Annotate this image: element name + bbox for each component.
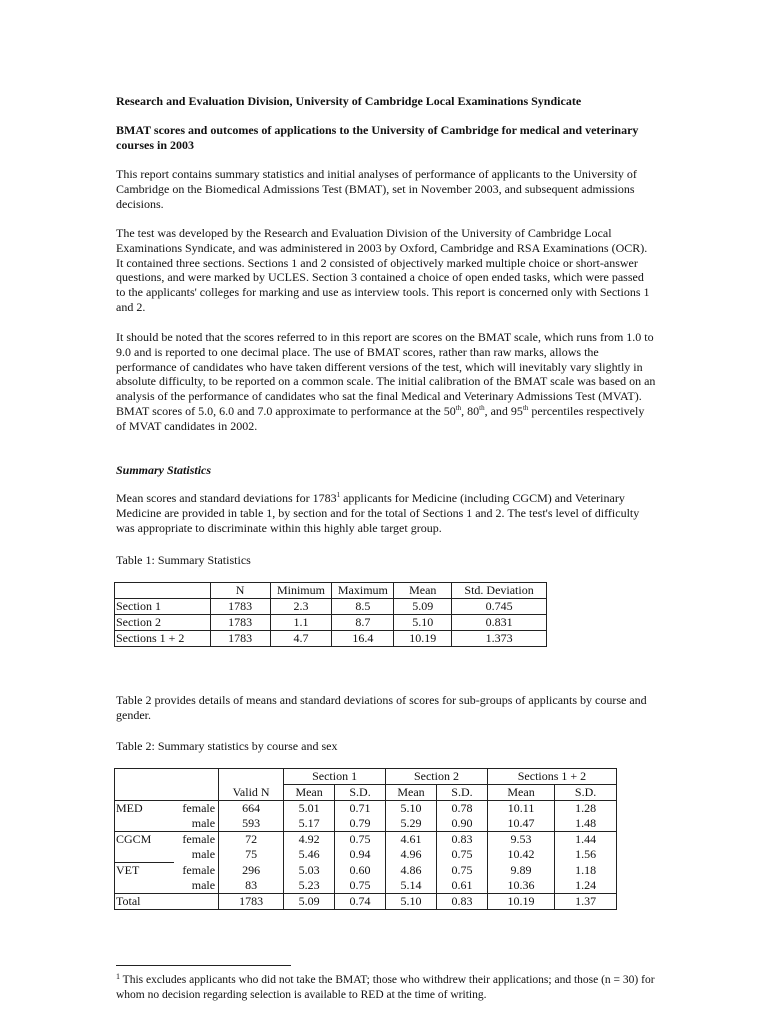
table-cell: 5.09 — [394, 599, 452, 615]
sex-label: female — [174, 801, 218, 817]
table-cell: 1.18 — [555, 863, 617, 879]
summary-paragraph: Mean scores and standard deviations for 1783$^1$ applicants for Medicine (including CGCM) and Veterinary Medicine are provided in table 1, by section and for the total of Sections 1 and 2. The test's level of difficulty was appropriate to discriminate within this highly able target group. — [116, 491, 640, 535]
table1-header-row — [115, 583, 547, 599]
division-header: Research and Evaluation Division, University of Cambridge Local Examinations Syndicate — [116, 94, 582, 108]
footnote-divider — [116, 965, 291, 966]
table1-caption: Table 1: Summary Statistics — [116, 553, 251, 567]
sex-label: male — [174, 878, 218, 894]
course-label: VET — [115, 863, 175, 879]
table-total-row — [115, 894, 617, 910]
table-row — [115, 615, 547, 631]
table-cell: 5.10 — [394, 615, 452, 631]
table-row — [115, 816, 617, 832]
table-cell: 83 — [219, 878, 284, 894]
table-cell: 9.89 — [487, 863, 554, 879]
table-cell: 4.92 — [284, 832, 335, 848]
report-title: BMAT scores and outcomes of applications to the University of Cambridge for medical and veterinary courses in 2003 — [116, 123, 639, 152]
table-cell: 4.7 — [270, 631, 332, 647]
table-cell: 0.83 — [436, 894, 487, 910]
table-cell: 0.75 — [335, 878, 386, 894]
table-cell: 5.29 — [386, 816, 437, 832]
summary-statistics-table — [114, 582, 547, 647]
table-cell: 1783 — [219, 894, 284, 910]
summary-heading: Summary Statistics — [116, 463, 212, 477]
total-label: Total — [115, 894, 175, 910]
table-cell: 1.44 — [555, 832, 617, 848]
table-cell: 10.19 — [487, 894, 554, 910]
sd-header: S.D. — [436, 785, 487, 801]
table-cell: 5.10 — [386, 894, 437, 910]
row-label: Section 2 — [115, 615, 211, 631]
table-cell: 10.36 — [487, 878, 554, 894]
intro-paragraph: This report contains summary statistics and initial analyses of performance of applicants to the University of Cambridge on the Biomedical Admissions Test (BMAT), set in November 2003, and subsequent admissions decisions. — [116, 167, 637, 211]
table-cell: 0.61 — [436, 878, 487, 894]
table-cell: 0.75 — [436, 863, 487, 879]
table-row — [115, 878, 617, 894]
table-cell: 4.61 — [386, 832, 437, 848]
row-label: Section 1 — [115, 599, 211, 615]
table-cell: 296 — [219, 863, 284, 879]
table-cell: 1.37 — [555, 894, 617, 910]
table-cell: 8.7 — [332, 615, 394, 631]
table-cell: 1783 — [210, 631, 270, 647]
table-cell: 10.11 — [487, 801, 554, 817]
table-cell: 75 — [219, 847, 284, 863]
table-cell: 0.831 — [452, 615, 547, 631]
table-cell: 0.60 — [335, 863, 386, 879]
table-cell: 1.56 — [555, 847, 617, 863]
table-cell: 4.96 — [386, 847, 437, 863]
table-row — [115, 863, 617, 879]
mean-header: Mean — [386, 785, 437, 801]
table-cell: 8.5 — [332, 599, 394, 615]
table2-intro-paragraph: Table 2 provides details of means and standard deviations of scores for sub-groups of applicants by course and gender. — [116, 693, 647, 722]
table1-header-cell: N — [210, 583, 270, 599]
course-label — [115, 847, 175, 863]
table-cell: 9.53 — [487, 832, 554, 848]
table1-header-cell — [115, 583, 211, 599]
table-cell: 5.10 — [386, 801, 437, 817]
table-cell: 0.83 — [436, 832, 487, 848]
table-cell: 1.373 — [452, 631, 547, 647]
table-cell: 1.1 — [270, 615, 332, 631]
table-cell: 1783 — [210, 599, 270, 615]
row-label: Sections 1 + 2 — [115, 631, 211, 647]
table-cell: 1783 — [210, 615, 270, 631]
valid-n-header: Valid N — [219, 785, 284, 801]
table-row — [115, 631, 547, 647]
table2-caption: Table 2: Summary statistics by course and sex — [116, 739, 338, 753]
course-label — [115, 816, 175, 832]
table-cell: 1.24 — [555, 878, 617, 894]
table-cell: 0.745 — [452, 599, 547, 615]
sex-label: female — [174, 832, 218, 848]
table-cell: 16.4 — [332, 631, 394, 647]
table-cell: 1.48 — [555, 816, 617, 832]
table-cell: 593 — [219, 816, 284, 832]
table-cell: 0.94 — [335, 847, 386, 863]
test-description-paragraph: The test was developed by the Research and Evaluation Division of the University of Cambridge Local Examinations Syndicate, and was administered in 2003 by Oxford, Cambridge and RSA Examinations (OCR). It contained three sections. Sections 1 and 2 consisted of objectively marked multiple choice or short-answer questions, and were marked by UCLES. Section 3 contained a choice of open ended tasks, which were passed to the applicants' colleges for marking and use as interview tools. This report is concerned only with Sections 1 and 2. — [116, 226, 650, 314]
course-label: MED — [115, 801, 175, 817]
group-header-total: Sections 1 + 2 — [487, 769, 616, 785]
sex-label: male — [174, 847, 218, 863]
sd-header: S.D. — [335, 785, 386, 801]
sex-label: female — [174, 863, 218, 879]
table-cell: 0.74 — [335, 894, 386, 910]
table-cell: 0.90 — [436, 816, 487, 832]
table-row — [115, 847, 617, 863]
table-cell: 5.17 — [284, 816, 335, 832]
table-cell: 0.75 — [335, 832, 386, 848]
table-cell: 5.03 — [284, 863, 335, 879]
table-cell: 0.71 — [335, 801, 386, 817]
table-row — [115, 599, 547, 615]
table-row — [115, 832, 617, 848]
table-cell: 5.14 — [386, 878, 437, 894]
mean-header: Mean — [487, 785, 554, 801]
table-cell: 0.78 — [436, 801, 487, 817]
table1-header-cell: Minimum — [270, 583, 332, 599]
course-label — [115, 878, 175, 894]
table-cell: 0.79 — [335, 816, 386, 832]
table-cell: 10.19 — [394, 631, 452, 647]
table-cell: 664 — [219, 801, 284, 817]
course-label: CGCM — [115, 832, 175, 848]
table-cell: 2.3 — [270, 599, 332, 615]
table-cell: 4.86 — [386, 863, 437, 879]
sex-label: male — [174, 816, 218, 832]
footnote: $^1$ This excludes applicants who did not take the BMAT; those who withdrew their applications; and those (n = 30) for whom no decision regarding selection is available to RED at the time of writing. — [116, 972, 655, 1001]
mean-header: Mean — [284, 785, 335, 801]
table-cell: 0.75 — [436, 847, 487, 863]
table-cell: 1.28 — [555, 801, 617, 817]
table1-header-cell: Maximum — [332, 583, 394, 599]
table-cell: 72 — [219, 832, 284, 848]
table-row — [115, 801, 617, 817]
table-cell: 10.47 — [487, 816, 554, 832]
table1-header-cell: Std. Deviation — [452, 583, 547, 599]
table-cell: 5.23 — [284, 878, 335, 894]
course-sex-statistics-table — [114, 768, 617, 910]
group-header-section1: Section 1 — [284, 769, 386, 785]
table2-group-header-row — [115, 769, 617, 785]
table-cell: 5.01 — [284, 801, 335, 817]
scale-paragraph: It should be noted that the scores referred to in this report are scores on the BMAT scale, which runs from 1.0 to 9.0 and is reported to one decimal place. The use of BMAT scores, rather than raw marks, allows the performance of candidates who have taken different versions of the test, which will inevitably vary slightly in absolute difficulty, to be reported on a common scale. The initial calibration of the BMAT scale was based on an analysis of the performance of candidates who sat the final Medical and Veterinary Admissions Test (MVAT). BMAT scores of 5.0, 6.0 and 7.0 approximate to performance at the 50th, 80th, and 95th percentiles respectively of MVAT candidates in 2002. — [116, 330, 656, 433]
table2-subheader-row — [115, 785, 617, 801]
table-cell: 5.46 — [284, 847, 335, 863]
sd-header: S.D. — [555, 785, 617, 801]
table-cell: 10.42 — [487, 847, 554, 863]
table-cell: 5.09 — [284, 894, 335, 910]
group-header-section2: Section 2 — [386, 769, 488, 785]
table1-header-cell: Mean — [394, 583, 452, 599]
